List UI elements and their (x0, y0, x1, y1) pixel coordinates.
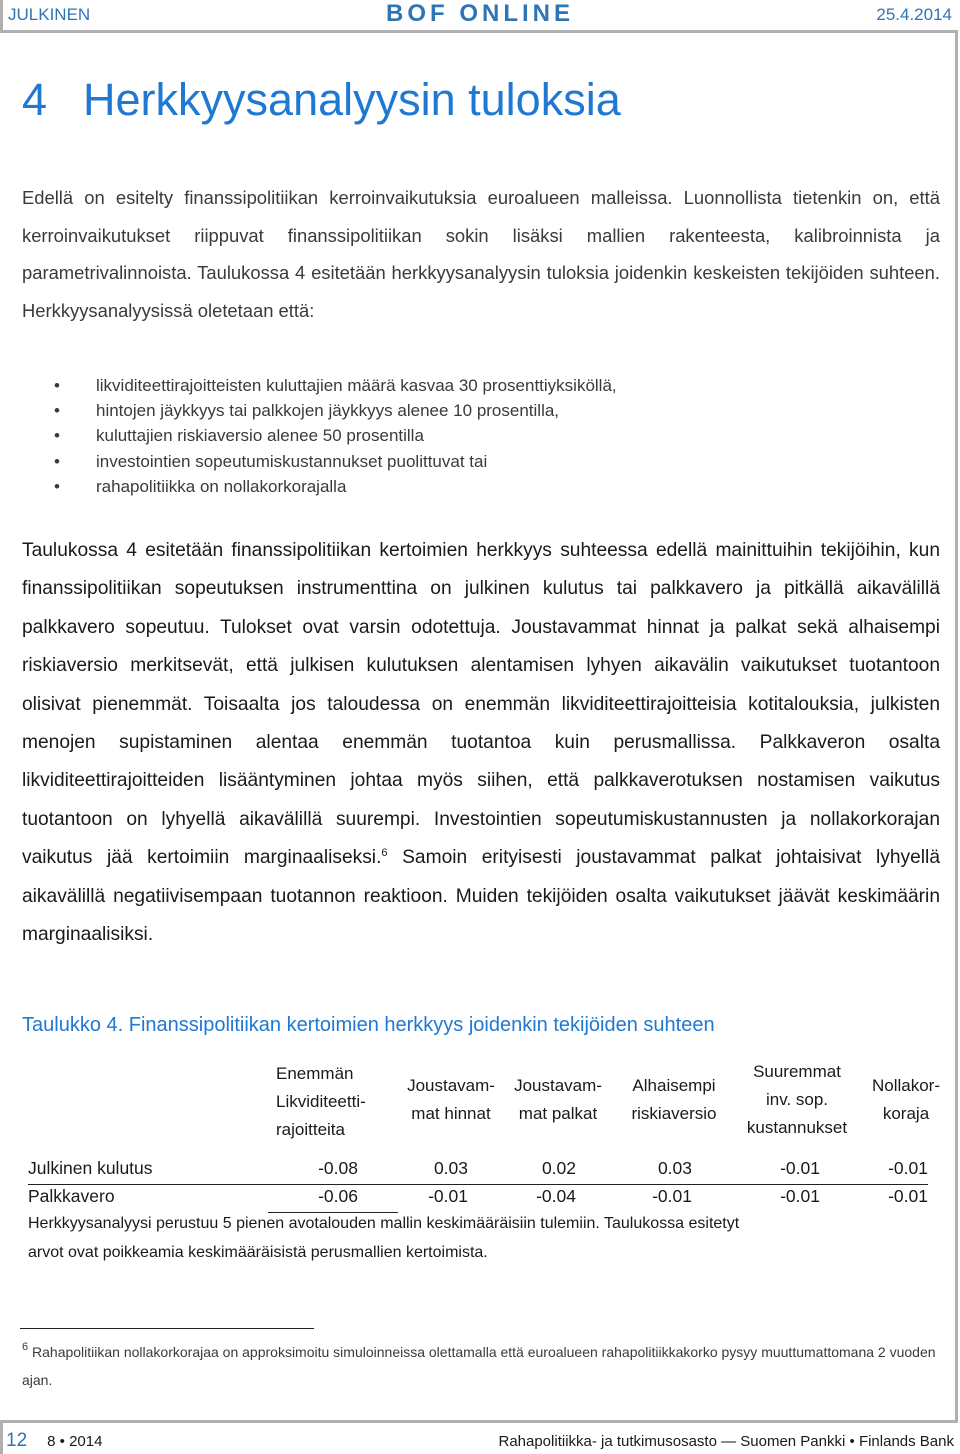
column-header-prices: Joustavam- mat hinnat (407, 1076, 495, 1123)
footnote-number: 6 (22, 1341, 29, 1353)
table-cell: -0.01 (428, 1186, 468, 1206)
list-item: • rahapolitiikka on nollakorkorajalla (54, 474, 617, 499)
list-item: • hintojen jäykkyys tai palkkojen jäykkyys alenee 10 prosentilla, (54, 398, 617, 423)
header-date: 25.4.2014 (876, 5, 952, 24)
bullet-separator: • (849, 1433, 855, 1450)
bank-name-sv: Finlands Bank (858, 1433, 954, 1450)
bullet-separator: • (59, 1433, 65, 1450)
table-cell: 0.03 (657, 1158, 692, 1178)
section-title (22, 74, 621, 126)
frame-bottom (0, 1420, 958, 1423)
header-classification: JULKINEN (8, 5, 91, 24)
table-cell: -0.08 (318, 1158, 358, 1178)
dash-separator: — (721, 1433, 737, 1450)
table-cell: -0.01 (780, 1158, 820, 1178)
table-row (28, 1186, 928, 1210)
table-cell: 0.03 (433, 1158, 468, 1178)
row-label: Julkinen kulutus (28, 1158, 153, 1178)
body-text-part1: Taulukossa 4 esitetään finanssipolitiikan kertoimien herkkyys suhteessa edellä mainittuihin tekijöihin, kun finanssipolitiikan sopeutuksen instrumenttina on julkinen kulutus tai palkkavero ja pitkällä aikavälillä palkkavero sopeutuu. Tulokset ovat varsin odotettuja. Joustavammat hinnat ja palkat sekä alhaisempi riskiaversio merkitsevät, että julkisen kulutuksen alentamisen lyhyen aikavälin vaikutukset tuotantoon olisivat pienemmät. Toisaalta jos taloudessa on enemmän likviditeettirajoitteisia kotitalouksia, julkisten menojen supistaminen alentaa enemmän tuotantoa kuin perusmallissa. Palkkaveron osalta likviditeettirajoitteiden lisääntyminen johtaa myös siihen, että palkkaverotuksen nostamisen vaikutus tuotantoon on lyhyellä aikavälillä suurempi. Investointien sopeutumiskustannusten ja nollakorkorajan vaikutus jää kertoimiin marginaaliseksi. (22, 540, 940, 869)
frame-left-top (0, 0, 3, 31)
bank-name-fi: Suomen Pankki (740, 1433, 846, 1450)
column-header-wages: Joustavam- mat palkat (514, 1076, 602, 1123)
department-name: Rahapolitiikka- ja tutkimusosasto (498, 1433, 717, 1450)
footnote-reference[interactable]: 6 (381, 847, 388, 860)
table-caption: Taulukko 4. Finanssipolitiikan kertoimien herkkyys joidenkin tekijöiden suhteen (22, 1014, 715, 1036)
frame-right (955, 30, 958, 1420)
footer-institution (498, 1433, 954, 1450)
intro-paragraph: Edellä on esitelty finanssipolitiikan kerroinvaikutuksia euroalueen malleissa. Luonnollista tietenkin on, että kerroinvaikutukset riippuvat finanssipolitiikan sokin lisäksi mallien rakenteesta, kalibroinnista ja parametrivalinnoista. Taulukossa 4 esitetään herkkyysanalyysin tuloksia joidenkin keskeisten tekijöiden suhteen. Herkkyysanalyysissä oletetaan että: (22, 187, 940, 321)
table-note-line: arvot ovat poikkeamia keskimääräisistä perusmallien kertoimista. (28, 1243, 488, 1261)
header-publication: BOF ONLINE (386, 0, 574, 27)
body-paragraph (22, 532, 940, 954)
table-rule (28, 1184, 928, 1185)
issue-number: 8 (47, 1433, 56, 1450)
footnote-text: Rahapolitiikan nollakorkorajaa on approksimoitu simuloinneissa olettamalla että euroalueen rahapolitiikkakorko pysyy muuttumattomana 2 vuoden ajan. (22, 1344, 936, 1388)
issue-year: 2014 (69, 1433, 103, 1450)
table-row (28, 1158, 928, 1182)
table-cell: -0.01 (780, 1186, 820, 1206)
table-cell: 0.02 (541, 1158, 576, 1178)
table-cell: -0.04 (536, 1186, 576, 1206)
page-number: 12 (6, 1430, 28, 1451)
column-header-risk-aversion: Alhaisempi riskiaversio (631, 1076, 717, 1123)
row-label: Palkkavero (28, 1186, 115, 1206)
table-note-line: Herkkyysanalyysi perustuu 5 pienen avotalouden mallin keskimääräisiin tulemiin. Taulukossa esitetyt (28, 1215, 740, 1232)
table-cell: -0.01 (652, 1186, 692, 1206)
table-note (28, 1210, 928, 1267)
assumption-list (54, 373, 617, 499)
footnote (22, 1338, 940, 1394)
body-text-part2: Samoin erityisesti joustavammat palkat johtaisivat lyhyellä aikavälillä negatiivisempaan tuotannon reaktioon. Muiden tekijöiden osalta vaikutukset jäävät keskimäärin marginaalisiksi. (22, 847, 940, 946)
column-header-zero-lower-bound: Nollakor- koraja (871, 1076, 941, 1123)
list-item: • investointien sopeutumiskustannukset puolittuvat tai (54, 449, 617, 474)
list-item: • kuluttajien riskiaversio alenee 50 prosentilla (54, 423, 617, 448)
column-header-investment: Suuremmat inv. sop. kustannukset (746, 1062, 848, 1137)
list-item: • likviditeettirajoitteisten kuluttajien määrä kasvaa 30 prosenttiyksiköllä, (54, 373, 617, 398)
frame-left-bottom (0, 1420, 3, 1454)
table-cell: -0.06 (318, 1186, 358, 1206)
frame-top (0, 30, 958, 33)
column-header-liquidity: Enemmän Likviditeetti- rajoitteita (276, 1064, 366, 1139)
footer-issue (6, 1430, 102, 1452)
table-cell: -0.01 (888, 1158, 928, 1178)
section-title-text: Herkkyysanalyysin tuloksia (83, 74, 621, 125)
section-number: 4 (22, 74, 48, 125)
table-cell: -0.01 (888, 1186, 928, 1206)
footnote-separator (20, 1328, 314, 1329)
